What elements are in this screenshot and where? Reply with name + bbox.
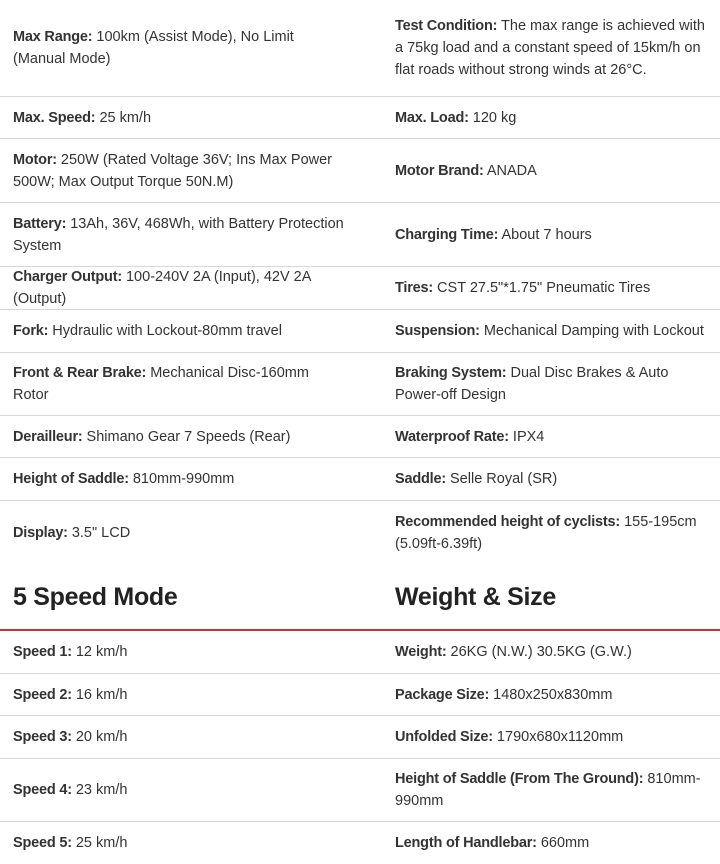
spec-cell [360, 631, 720, 673]
spec-value: 13Ah, 36V, 468Wh, with Battery Protection System [13, 215, 344, 254]
spec-value: 250W (Rated Voltage 36V; Ins Max Power 500W; Max Output Torque 50N.M) [13, 151, 333, 190]
spec-cell [0, 0, 360, 96]
section-title-speed-mode: 5 Speed Mode [13, 583, 178, 611]
spec-label: Height of Saddle: [13, 471, 129, 487]
section-row [0, 822, 720, 864]
spec-label: Derailleur: [13, 428, 83, 445]
section-title-weight-size: Weight & Size [395, 583, 556, 611]
section-row [0, 716, 720, 759]
section-row [0, 631, 720, 674]
spec-cell [360, 0, 720, 96]
spec-cell [360, 822, 720, 864]
spec-cell [0, 139, 360, 202]
spec-cell [0, 353, 360, 415]
spec-value: Dual Disc Brakes & Auto Power-off Design [395, 365, 669, 403]
spec-cell [360, 203, 720, 266]
spec-label: Charging Time: [395, 226, 499, 243]
spec-cell [360, 310, 720, 352]
spec-cell [0, 501, 360, 565]
spec-cell [0, 822, 360, 864]
spec-label: Saddle: [395, 471, 446, 487]
spec-cell [360, 458, 720, 500]
spec-label: Recommended height of cyclists: [395, 514, 621, 530]
spec-row [0, 139, 720, 203]
spec-label: Length of Handlebar: [395, 835, 537, 851]
spec-value: 16 km/h [71, 686, 128, 703]
spec-label: Unfolded Size: [395, 729, 493, 745]
spec-label: Suspension: [395, 323, 480, 339]
spec-value: 100-240V 2A (Input), 42V 2A (Output) [13, 269, 311, 307]
spec-value: The max range is achieved with a 75kg load and a constant speed of 15km/h on flat roads without strong winds at 26°C. [395, 18, 705, 78]
spec-cell [360, 674, 720, 715]
spec-value: 25 km/h [71, 835, 128, 851]
spec-value: 1790x680x1120mm [492, 729, 624, 745]
spec-value: 155-195cm (5.09ft-6.39ft) [395, 514, 697, 552]
spec-cell [0, 203, 360, 266]
spec-cell [0, 267, 360, 309]
spec-value: 810mm-990mm [395, 771, 701, 809]
spec-value: Selle Royal (SR) [445, 471, 558, 487]
spec-label: Motor: [13, 151, 57, 168]
spec-label: Tires: [395, 280, 434, 296]
spec-label: Speed 4: [13, 782, 72, 798]
spec-label: Max Range: [13, 29, 93, 45]
spec-cell [360, 759, 720, 821]
spec-label: Package Size: [395, 686, 490, 703]
spec-value: 810mm-990mm [128, 471, 235, 487]
spec-label: Max. Speed: [13, 109, 96, 126]
spec-label: Braking System: [395, 365, 507, 381]
spec-value: Mechanical Disc-160mm Rotor [13, 365, 309, 403]
spec-row [0, 353, 720, 416]
spec-label: Battery: [13, 215, 67, 232]
spec-cell [0, 716, 360, 758]
spec-label: Front & Rear Brake: [13, 365, 147, 381]
spec-label: Charger Output: [13, 269, 122, 285]
spec-row [0, 203, 720, 267]
spec-row [0, 0, 720, 97]
section-row [0, 674, 720, 716]
spec-label: Display: [13, 525, 68, 541]
spec-value: 23 km/h [71, 782, 128, 798]
spec-value: Hydraulic with Lockout-80mm travel [48, 323, 282, 339]
spec-cell [0, 674, 360, 715]
spec-row [0, 416, 720, 458]
spec-value: 3.5" LCD [67, 525, 131, 541]
spec-value: Mechanical Damping with Lockout [479, 323, 704, 339]
section-header [0, 565, 720, 631]
spec-cell [0, 458, 360, 500]
spec-cell [0, 416, 360, 457]
spec-value: ANADA [483, 162, 537, 179]
spec-value: 25 km/h [95, 109, 152, 126]
spec-value: 12 km/h [71, 644, 128, 660]
spec-cell [360, 716, 720, 758]
spec-label: Max. Load: [395, 109, 469, 126]
spec-cell [360, 97, 720, 138]
spec-label: Test Condition: [395, 18, 498, 34]
section-row [0, 759, 720, 822]
spec-value: 20 km/h [71, 729, 128, 745]
spec-value: 100km (Assist Mode), No Limit (Manual Mode) [13, 29, 294, 67]
spec-cell [360, 139, 720, 202]
spec-value: Shimano Gear 7 Speeds (Rear) [82, 428, 291, 445]
spec-value: About 7 hours [498, 226, 592, 243]
spec-label: Motor Brand: [395, 162, 484, 179]
spec-cell [360, 501, 720, 565]
spec-value: 660mm [536, 835, 590, 851]
spec-cell [360, 267, 720, 309]
spec-label: Speed 5: [13, 835, 72, 851]
spec-label: Speed 3: [13, 729, 72, 745]
spec-cell [360, 353, 720, 415]
spec-label: Weight: [395, 644, 447, 660]
spec-value: CST 27.5"*1.75" Pneumatic Tires [433, 280, 651, 296]
spec-cell [0, 310, 360, 352]
spec-row [0, 97, 720, 139]
spec-label: Waterproof Rate: [395, 428, 509, 445]
spec-value: 120 kg [468, 109, 517, 126]
spec-label: Speed 2: [13, 686, 72, 703]
spec-row [0, 501, 720, 565]
spec-value: 1480x250x830mm [489, 686, 613, 703]
spec-label: Speed 1: [13, 644, 72, 660]
spec-cell [360, 416, 720, 457]
spec-cell [0, 97, 360, 138]
spec-row [0, 458, 720, 501]
spec-label: Height of Saddle (From The Ground): [395, 771, 644, 787]
spec-value: IPX4 [508, 428, 545, 445]
spec-cell [0, 631, 360, 673]
spec-cell [0, 759, 360, 821]
spec-row [0, 310, 720, 353]
spec-value: 26KG (N.W.) 30.5KG (G.W.) [446, 644, 632, 660]
spec-row [0, 267, 720, 310]
spec-label: Fork: [13, 323, 49, 339]
